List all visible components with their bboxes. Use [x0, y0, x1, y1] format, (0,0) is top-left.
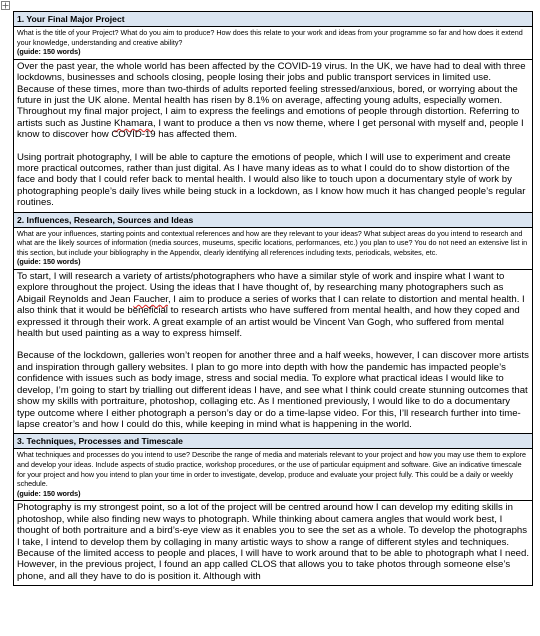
section-2-paragraph-2: Because of the lockdown, galleries won’t reopen for another three and a half weeks, however, I can discover more artists and inspiration through gallery websites. I plan to go more into depth with how the pandemic has impacted people’s confidence with issues such as body image, stress and social media. To explore what practical ideas I would like to develop, I’m going to start by trialling out different ideas I have, and see what I think could create stunning outcomes that show my skills with portraiture, photoshop, collaging etc. As I mentioned previously, I would like to do a documentary type outcome where I either photograph a person’s day or do a time-lapse video. For this, I’ll research further into time-lapse creator’s and how I could do this, while keeping in mind what is happening in the world. [17, 350, 529, 430]
section-3-guide: (guide: 150 words) [17, 488, 81, 498]
section-2-prompt [14, 228, 532, 270]
section-2-heading: 2. Influences, Research, Sources and Ideas [14, 213, 532, 228]
spelling-flag[interactable]: Khamara [114, 117, 153, 129]
table-move-handle-icon[interactable] [1, 1, 10, 10]
section-1-heading: 1. Your Final Major Project [14, 12, 532, 27]
section-2-guide: (guide: 150 words) [17, 257, 81, 267]
section-3-body[interactable] [14, 501, 532, 585]
spelling-flag[interactable]: Faucher [133, 293, 168, 305]
section-3-prompt [14, 449, 532, 501]
section-1-body[interactable] [14, 60, 532, 213]
section-2-prompt-text: What are your influences, starting points and contextual references and how are they relevant to your ideas? What subject areas do you intend to research and what are the likely sources of information (media sources, museums, specific locations, performances, etc.) you plan to use? You do not need an extensive list in this section, but include your bibliography in the Appendix, clearly identifying all references including texts, periodicals, websites, etc. [17, 228, 528, 257]
section-1-paragraph-2: Using portrait photography, I will be able to capture the emotions of people, which I will use to experiment and create more practical outcomes, rather than just digital. As I have many ideas as to what I could do to show distortion of the face and body that I could refer back to mental health. I would also like to touch upon a documentary style of work by photographing people’s daily lives while being stuck in a lockdown, as I know how much it has changed people’s regular routines. [17, 151, 526, 209]
section-1-prompt [14, 27, 532, 60]
section-1-guide: (guide: 150 words) [17, 47, 81, 57]
project-proposal-table [13, 11, 533, 586]
section-2-body[interactable] [14, 270, 532, 434]
section-3-heading: 3. Techniques, Processes and Timescale [14, 434, 532, 449]
section-1-paragraph-1: Over the past year, the whole world has been affected by the COVID-19 virus. In the UK, we have had to deal with three lockdowns, businesses and schools closing, people losing their jobs and public transport services in limited use. Because of these times, more than two-thirds of adults reported feeling stressed/anxious, bored, or worrying about the future in just the UK alone. Mental health has risen by 8.1% on average, affecting young adults, especially women. Throughout my final major project, I aim to express the feelings and emotions of people through distortion. Referring to artists such as Justine Khamara, I want to produce a then vs now theme, where I get personal with myself and, people I know to discover how COVID-19 has affected them. [17, 60, 526, 141]
section-3-paragraph-1: Photography is my strongest point, so a lot of the project will be centred around how I can develop my editing skills in photoshop, while also finding new ways to photograph. While thinking about camera angles that would work best, I thought of both portraiture and a bird’s-eye view as it enables you to see the set as a whole. To develop the photographs I take, I intend to develop them by collaging in many artistic ways to show a range of different styles and techniques. Because of the limited access to people and places, I will have to work around that to be able to photograph what I need. However, in the previous project, I found an app called CLOS that allows you to take photos through someone else’s phone, and all they have to do is position it. Although with [17, 502, 529, 582]
section-2-paragraph-1: To start, I will research a variety of artists/photographers who have a similar style of work and inspire what I want to explore throughout the project. Using the ideas that I have thought of, by researching many photographers such as Abigail Reynolds and Jean Faucher, I aim to produce a series of works that I can relate to distortion and mental health. I also think that it would be beneficial to research artists who have suffered from mental health, and how they coped and expressed it through their work. A great example of an artist would be Vincent Van Gogh, who suffered from mental health but used painting as a way to express himself. [17, 271, 525, 340]
section-3-prompt-text: What techniques and processes do you intend to use? Describe the range of media and materials relevant to your project and how you may use them to explore and develop your ideas. Include aspects of studio practice, workshop procedures, or the use of particular equipment and software. Give an indicative timescale for your project and how you intend to plan your time in order to investigate, develop, produce and evaluate your project fully. This could be a daily or weekly schedule. [17, 450, 527, 489]
section-1-prompt-text: What is the title of your Project? What do you aim to produce? How does this relate to your work and ideas from your programme so far and how does it extend your knowledge, understanding and creative ability? [17, 28, 523, 47]
